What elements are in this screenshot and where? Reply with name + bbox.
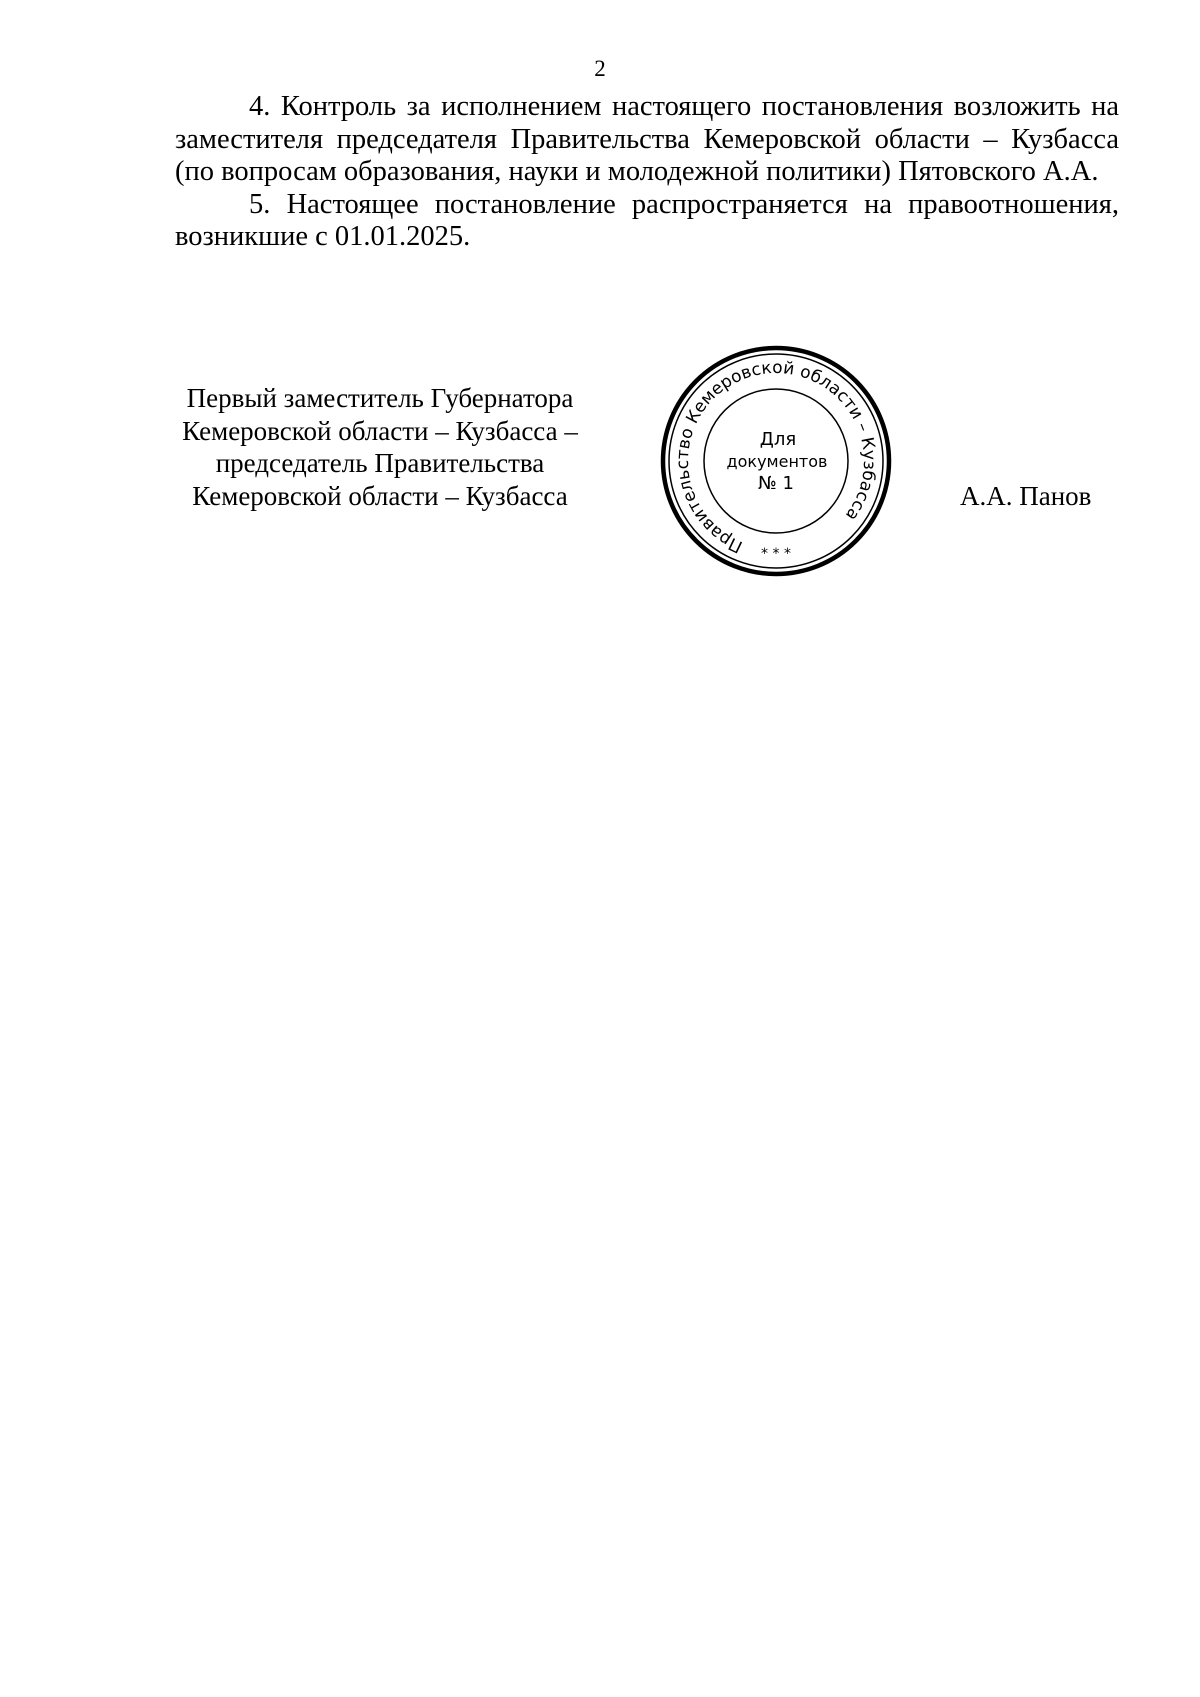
seal-stars: * * *	[761, 546, 791, 562]
paragraph-4: 4. Контроль за исполнением настоящего постановления возложить на заместителя председателя Правительства Кемеровской области – Кузбасса (по вопросам образования, науки и молодежной политики) Пятовского А.А.	[175, 91, 1119, 187]
seal-center-text: документов	[726, 452, 828, 471]
page-number: 2	[594, 56, 606, 81]
document-body	[175, 91, 1119, 254]
signatory-title-line: Кемеровской области – Кузбасса –	[182, 415, 578, 446]
signatory-title-line: председатель Правительства	[215, 448, 545, 478]
signer-name: А.А. Панов	[960, 481, 1092, 511]
signatory-title-line: Кемеровской области – Кузбасса	[192, 480, 568, 511]
signatory-title	[160, 382, 600, 512]
seal-ring-text: Правительство Кемеровской области – Кузбасса	[672, 357, 880, 557]
seal-center-text: № 1	[758, 473, 794, 494]
seal-center-text: Для	[759, 429, 797, 450]
signatory-title-line: Первый заместитель Губернатора	[186, 383, 574, 413]
official-seal	[660, 345, 892, 577]
paragraph-5: 5. Настоящее постановление распространяется на правоотношения, возникшие с 01.01.2025.	[175, 188, 1119, 252]
